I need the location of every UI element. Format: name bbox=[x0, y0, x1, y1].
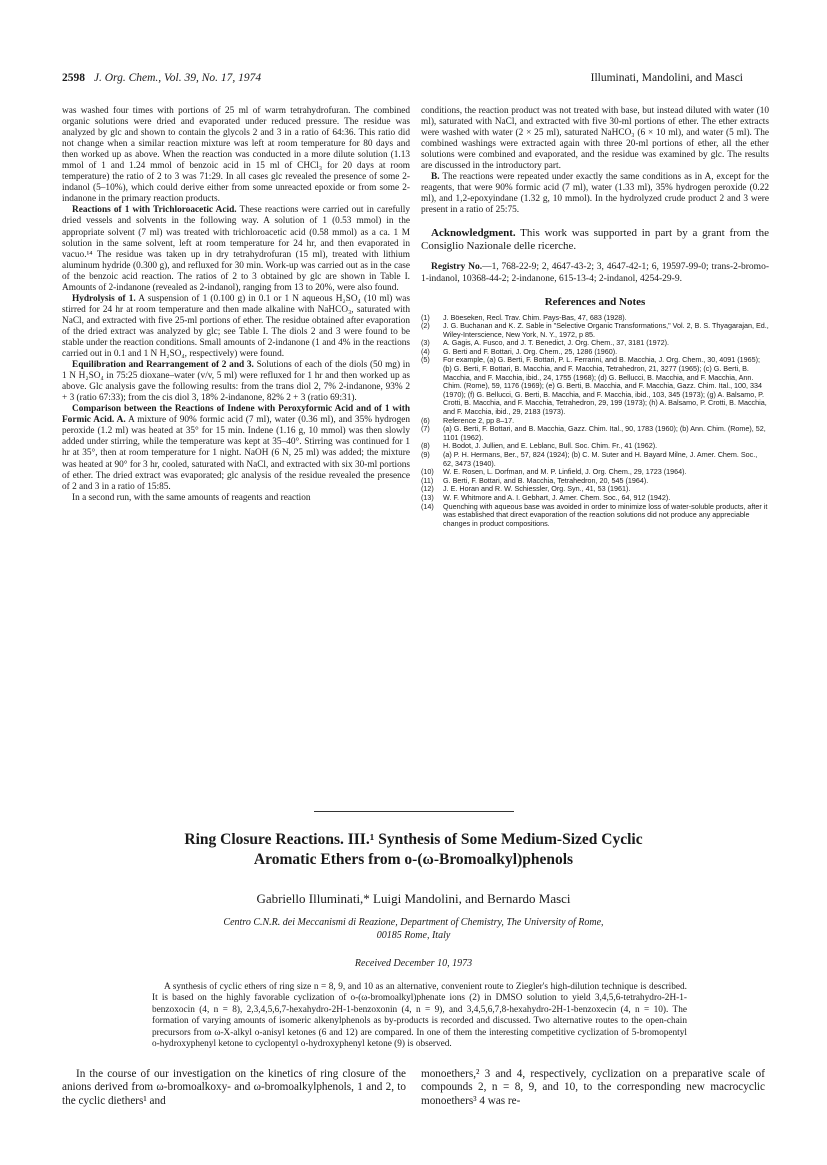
paragraph: was washed four times with portions of 25 ml of warm tetrahydrofuran. The combined organic solutions were dried and evaporated under reduced pressure. The residue was analyzed by glc and shown to contain the glycols 2 and 3 in a ratio of 64:36. This ratio did not change when a similar reaction mixture was left at room temperature for 80 days and then worked up as above. When the reaction was conducted in a more dilute solution (1.13 mmol of 1 and 1.24 mmol of benzoic acid in 15 ml of CHCl₃ for 20 days at room temperature) the ratio of 2 to 3 was 71:29. In all cases glc revealed the presence of some 2-indanol (5–10%), which could derive either from some unreacted epoxide or from some 2-indanone in the primary reaction products. bbox=[62, 106, 410, 205]
reference-number: (13) bbox=[421, 492, 434, 502]
references-list bbox=[421, 314, 769, 529]
paragraph-heading: Equilibration and Rearrangement of 2 and 3. bbox=[72, 360, 254, 371]
references-heading: References and Notes bbox=[544, 296, 646, 309]
reference-text: Reference 2, pp 8–17. bbox=[443, 415, 515, 425]
reference-text: J. E. Horan and R. W. Schiessler, Org. Syn., 41, 53 (1961). bbox=[443, 484, 631, 494]
reference-item bbox=[421, 451, 769, 468]
reference-item bbox=[421, 356, 769, 416]
registry-body: —1, 768-22-9; 2, 4647-43-2; 3, 4647-42-1; 6, 19597-99-0; trans-2-bromo-1-indanol, 10368-44-2; 2-indanone, 615-13-4; 2-indanol, 4254-29-9. bbox=[421, 262, 769, 284]
reference-number: (4) bbox=[421, 346, 430, 356]
abstract: A synthesis of cyclic ethers of ring size n = 8, 9, and 10 as an alternative, convenient route to Ziegler's high-dilution technique is described. It is based on the highly favorable cyclization of o-(ω-bromoalkyl)phenate ions (2) in DMSO solution to yield 3,4,5,6-tetrahydro-2H-1-benzoxocin (4, n = 8), 2,3,4,5,6,7-hexahydro-2H-1-benzoxonin (4, n = 9), and 3,4,5,6,7,8-hexahydro-2H-1-benzoxecin (4, n = 10). The formation of varying amounts of isomeric alkenylphenols as by-products is recorded and discussed. Two alternative routes to the open-chain precursors from ω-X-alkyl o-anisyl ketones (6 and 12) are compared. In one of them the interesting competitive cyclization of 5-bromopentyl o-hydroxyphenyl ketone to cyclopentyl o-hydroxyphenyl ketone (9) is observed. bbox=[152, 982, 687, 1050]
paragraph: In a second run, with the same amounts of reagents and reaction bbox=[72, 492, 311, 503]
affiliation-line: 00185 Rome, Italy bbox=[376, 929, 451, 941]
paragraph-equilibration bbox=[62, 360, 410, 404]
reference-number: (8) bbox=[421, 441, 430, 451]
reference-text: J. G. Buchanan and K. Z. Sable in "Selective Organic Transformations," Vol. 2, B. S. Thyagarajan, Ed., Wiley-Interscience, New York, N. Y., 1972, p 85. bbox=[443, 321, 769, 339]
reference-number: (10) bbox=[421, 467, 434, 477]
paragraph-trichloroacetic bbox=[62, 205, 410, 293]
page-number: 2598 bbox=[62, 72, 85, 84]
reference-text: For example, (a) G. Berti, F. Bottari, P. L. Ferrarini, and B. Macchia, J. Org. Chem., 30, 4091 (1965); (b) G. Berti, F. Bottari, B. Macchia, and F. Macchia, Tetrahedron, 21, 3277 (1965); (c) G. Berti, B. Macchia, and F. Macchia, ibid., 24, 1755 (1968); (d) G. Bellucci, B. Macchia, and F. Macchia, Ann. Chim. (Rome), 59, 1176 (1969); (e) G. Berti, B. Macchia, and F. Macchia, Gazz. Chim. Ital., 100, 334 (1970); (f) G. Bellucci, G. Berti, B. Macchia, and F. Macchia, ibid., 103, 345 (1973); (g) A. Balsamo, P. Crotti, B. Macchia, and F. Macchia, Tetrahedron, 29, 199 (1973); (h) A. Balsamo, P. Crotti, B. Macchia, and F. Macchia, ibid., 29, 2183 (1973). bbox=[443, 355, 767, 417]
reference-number: (14) bbox=[421, 501, 434, 511]
paragraph-hydrolysis bbox=[62, 294, 410, 360]
acknowledgment-heading: Acknowledgment. bbox=[431, 227, 516, 240]
article-title-line: Aromatic Ethers from o-(ω-Bromoalkyl)phenols bbox=[253, 851, 574, 868]
journal-citation: J. Org. Chem., Vol. 39, No. 17, 1974 bbox=[93, 72, 262, 84]
paragraph-heading: Reactions of 1 with Trichloroacetic Acid. bbox=[72, 205, 237, 216]
reference-text: G. Berti and F. Bottari, J. Org. Chem., 25, 1286 (1960). bbox=[443, 346, 618, 356]
reference-number: (3) bbox=[421, 338, 430, 348]
reference-text: W. E. Rosen, L. Dorfman, and M. P. Linfield, J. Org. Chem., 29, 1723 (1964). bbox=[443, 467, 687, 477]
reference-item bbox=[421, 503, 769, 529]
registry-numbers bbox=[421, 262, 769, 285]
article-authors: Gabriello Illuminati,* Luigi Mandolini, and Bernardo Masci bbox=[256, 891, 571, 906]
section-divider bbox=[314, 811, 514, 812]
reference-text: Quenching with aqueous base was avoided in order to minimize loss of water-soluble products, after it was established that direct evaporation of the reaction solutions did not produce any appreciable changes in product compositions. bbox=[443, 501, 768, 528]
reference-number: (7) bbox=[421, 424, 430, 434]
paragraph-body: A mixture of 90% formic acid (7 ml), water (0.36 ml), and 35% hydrogen peroxide (1.2 ml) was heated at 35° for 15 min. Indene (1.16 g, 10 mmol) was then slowly added under stirring, while the temperature was kept at 35–40°. Stirring was continued for 1 hr at 35°, then at room temperature for 1 night. NaOH (6 N, 25 ml) was added; the mixture was heated at 90° for 3 hr, cooled, saturated with NaCl, and extracted with six 30-ml portions of ether. The dried extract was evaporated; glc analysis of the residue revealed the presence of 2 and 3 in a ratio of 15:85. bbox=[62, 415, 410, 492]
reference-text: J. Böeseken, Recl. Trav. Chim. Pays-Bas, 47, 683 (1928). bbox=[443, 312, 627, 322]
paragraph-body: The reactions were repeated under exactly the same conditions as in A, except for the reagents, that were 90% formic acid (7 ml), water (1.33 ml), 35% hydrogen peroxide (0.22 ml), and 1,2-epoxyindane (1.32 g, 10 mmol). In the hydrolyzed crude product 2 and 3 were present in a ratio of 25:75. bbox=[421, 172, 769, 216]
reference-text: W. F. Whitmore and A. I. Gebhart, J. Amer. Chem. Soc., 64, 912 (1942). bbox=[443, 492, 671, 502]
paragraph-heading: Hydrolysis of 1. bbox=[72, 293, 136, 304]
article-title-line: Ring Closure Reactions. III.¹ Synthesis of Some Medium-Sized Cyclic bbox=[184, 831, 643, 848]
reference-number: (2) bbox=[421, 321, 430, 331]
reference-text: H. Bodot, J. Jullien, and E. Leblanc, Bull. Soc. Chim. Fr., 41 (1962). bbox=[443, 441, 658, 451]
running-head-authors: Illuminati, Mandolini, and Masci bbox=[590, 72, 743, 84]
paragraph-body: A suspension of 1 (0.100 g) in 0.1 or 1 N aqueous H₂SO₄ (10 ml) was stirred for 24 hr at room temperature and then made alkaline with NaHCO₃, saturated with NaCl, and extracted with five 25-ml portions of ether. The residue obtained after evaporation of the dried extract was analyzed by glc; see Table I. The diols 2 and 3 were found to be stable under the reaction conditions. Small amounts of 2-indanone (1 and 4% in the reactions carried out in 0.1 and 1 N H₂SO₄, respectively) were found. bbox=[62, 293, 411, 360]
affiliation bbox=[120, 917, 707, 942]
reference-text: G. Berti, F. Bottari, and B. Macchia, Tetrahedron, 20, 545 (1964). bbox=[443, 475, 649, 485]
article-title bbox=[80, 830, 747, 870]
reference-number: (6) bbox=[421, 415, 430, 425]
reference-text: (a) G. Berti, F. Bottari, and B. Macchia, Gazz. Chim. Ital., 90, 1783 (1960); (b) Ann. Chim. (Rome), 52, 1101 (1962). bbox=[443, 424, 766, 442]
left-column bbox=[62, 106, 410, 504]
received-date: Received December 10, 1973 bbox=[354, 958, 473, 969]
reference-number: (9) bbox=[421, 450, 430, 460]
paragraph-comparison bbox=[62, 404, 410, 492]
reference-number: (1) bbox=[421, 312, 430, 322]
paragraph: conditions, the reaction product was not treated with base, but instead diluted with water (10 ml), saturated with NaCl, and extracted with five 30-ml portions of ether. The ether extracts were washed with water (2 × 25 ml), saturated NaHCO₃ (6 × 10 ml), and water (5 ml). The combined washings were extracted again with three 20-ml portions of ether, all the ether solutions were combined and evaporated, and the residue was examined by glc. The results are discussed in the introductory part. bbox=[421, 106, 769, 172]
reference-number: (12) bbox=[421, 484, 434, 494]
running-head bbox=[62, 72, 743, 90]
acknowledgment bbox=[421, 227, 769, 253]
reference-item bbox=[421, 425, 769, 442]
registry-heading: Registry No. bbox=[431, 262, 483, 273]
affiliation-line: Centro C.N.R. dei Meccanismi di Reazione, Department of Chemistry, The University of Rome, bbox=[223, 917, 604, 928]
body-text-left: In the course of our investigation on the kinetics of ring closure of the anions derived from ω-bromoalkoxy- and ω-bromoalkylphenols, 1 and 2, to the cyclic diethers¹ and bbox=[62, 1068, 406, 1107]
paragraph-b bbox=[421, 172, 769, 216]
reference-number: (5) bbox=[421, 355, 430, 365]
paragraph-body: These reactions were carried out in carefully dried vessels and solvents in the following way. A solution of 1 (0.53 mmol) in the appropriate solvent (7 ml) was treated with trichloroacetic acid (0.58 mmol) as a ca. 1 M solution in the same solvent, left at room temperature for 24 hr, and then evaporated in vacuo.¹⁴ The residue was taken up in dry tetrahydrofuran (15 ml), treated with lithium aluminum hydride (0.300 g), and refluxed for 30 min. Work-up was carried out as in the case of the benzoic acid reaction. The ratios of 2 to 3 obtained by glc are shown in Table I. Amounts of 2-indanone (revealed as 2-indanol), ranging from 13 to 20%, were also found. bbox=[62, 205, 410, 293]
body-text-right: monoethers,² 3 and 4, respectively, cyclization on a preparative scale of compounds 2, n = 8, 9, and 10, to the corresponding new macrocyclic monoethers³ 4 was re- bbox=[421, 1068, 765, 1107]
reference-text: (a) P. H. Hermans, Ber., 57, 824 (1924); (b) C. M. Suter and H. Bayard Milne, J. Amer. Chem. Soc., 62, 3473 (1940). bbox=[443, 450, 758, 468]
right-column bbox=[421, 106, 769, 528]
reference-text: A. Gagis, A. Fusco, and J. T. Benedict, J. Org. Chem., 37, 3181 (1972). bbox=[443, 338, 669, 348]
reference-number: (11) bbox=[421, 475, 434, 485]
reference-item bbox=[421, 322, 769, 339]
acknowledgment-body: This work was supported in part by a grant from the Consiglio Nazionale delle ricerche. bbox=[421, 227, 769, 253]
paragraph-heading: Comparison between the Reactions of Indene with Peroxyformic Acid and of 1 with Formic Acid. A. bbox=[62, 404, 410, 426]
paragraph-label: B. bbox=[431, 172, 440, 183]
paragraph-body: Solutions of each of the diols (50 mg) in 1 N H₂SO₄ in 75:25 dioxane–water (v/v, 5 ml) were refluxed for 1 hr and then worked up as above. Glc analysis gave the following results: from the trans diol 2, 7% 2-indanone, 93% 2 + 3 (ratio 67:33); from the cis diol 3, 18% 2-indanone, 82% 2 + 3 (ratio 69:31). bbox=[62, 360, 410, 404]
